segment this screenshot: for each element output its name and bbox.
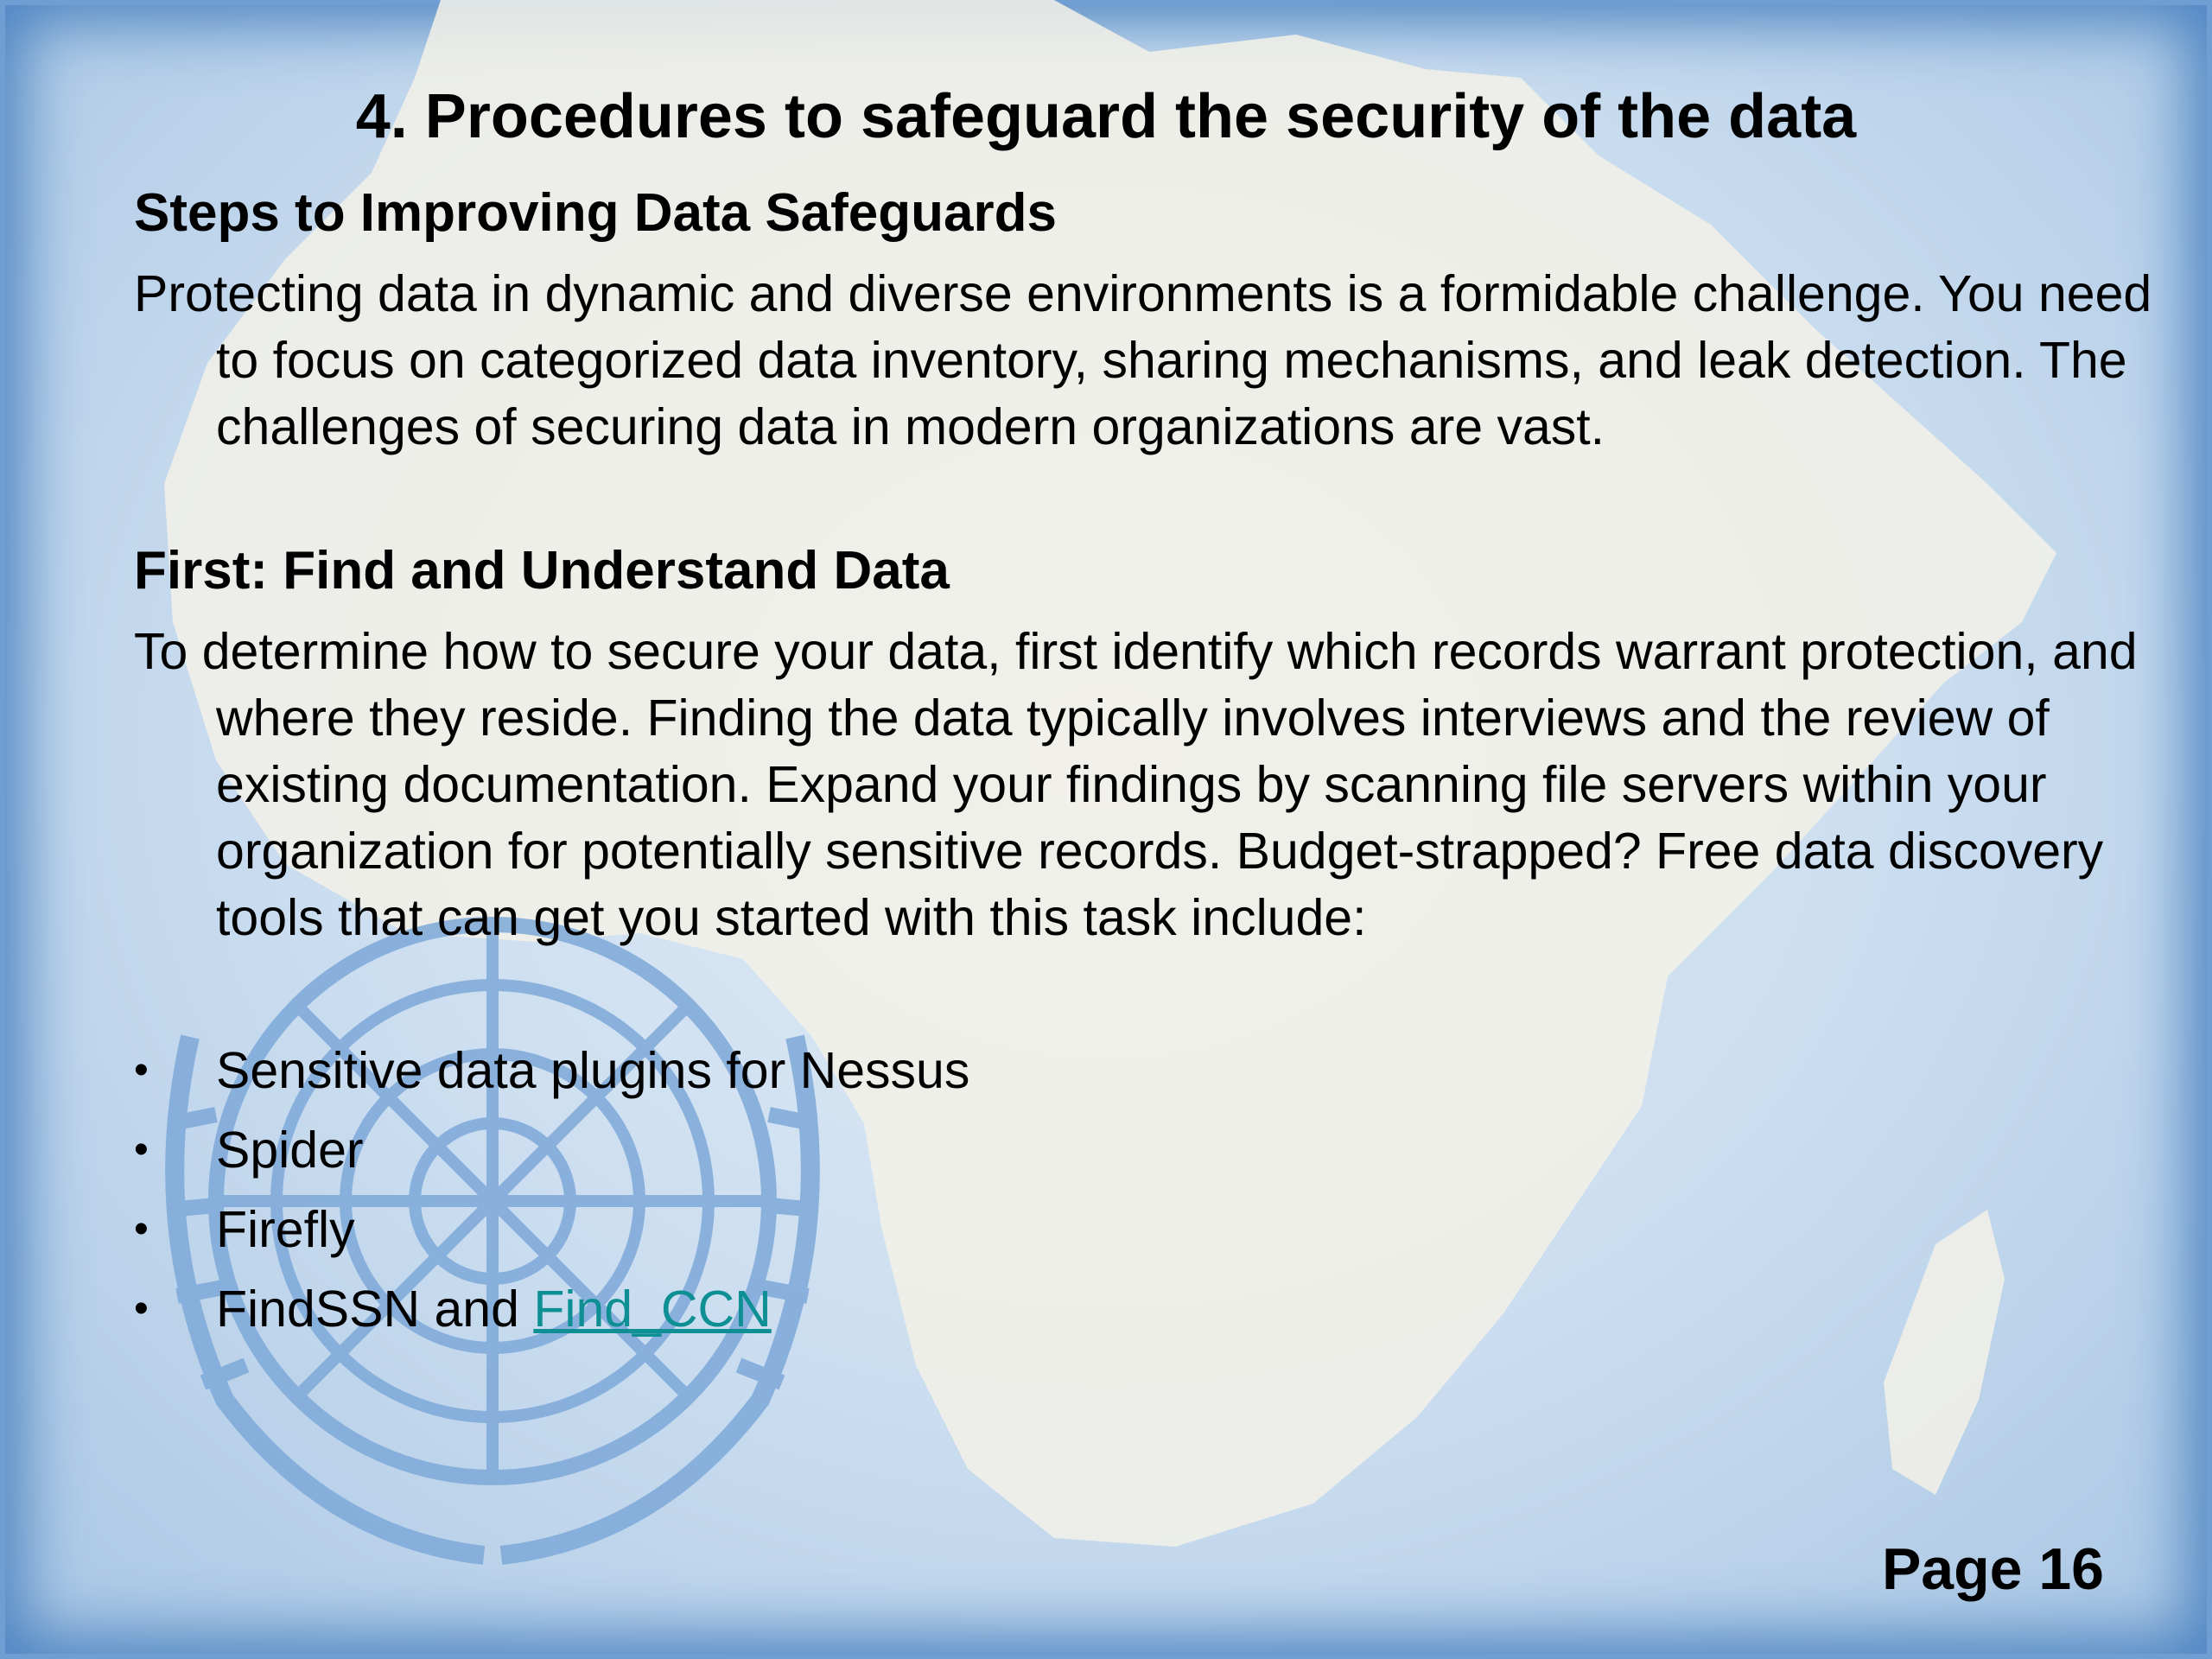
bullet: • (134, 1286, 149, 1332)
find-ccn-link[interactable]: Find_CCN (533, 1281, 772, 1338)
bullet: • (134, 1206, 149, 1252)
page-number: Page 16 (1881, 1536, 2104, 1602)
madagascar-shape (1884, 1210, 2005, 1495)
tool-name: FindSSN and (216, 1281, 534, 1338)
tool-name: Spider (216, 1122, 364, 1179)
slide-title: 4. Procedures to safeguard the security of the data (355, 82, 1857, 151)
paragraph-determine-security: To determine how to secure your data, first identify which records warrant protection, and where they reside. Finding the data typically involves interviews and the review of existing documentation. Expand your findings by scanning file servers within your organization for potentially sensitive records. Budget-strapped? Free data discovery tools that can get you started with this task include: (134, 623, 2138, 946)
tool-name: Sensitive data plugins for Nessus (216, 1042, 970, 1099)
paragraph-protecting-data: Protecting data in dynamic and diverse environments is a formidable challenge. You need to focus on categorized data inventory, sharing mechanisms, and leak detection. The challenges of securing data in modern organizations are vast. (134, 265, 2152, 455)
list-item (134, 1190, 969, 1269)
bullet: • (134, 1047, 149, 1093)
list-item (134, 1110, 969, 1190)
section-heading-safeguards: Steps to Improving Data Safeguards (134, 183, 1057, 243)
tool-list (134, 1031, 969, 1349)
tool-name: Firefly (216, 1201, 355, 1258)
section-heading-find-data: First: Find and Understand Data (134, 541, 950, 601)
list-item (134, 1269, 969, 1349)
list-item (134, 1031, 969, 1110)
bullet: • (134, 1127, 149, 1173)
